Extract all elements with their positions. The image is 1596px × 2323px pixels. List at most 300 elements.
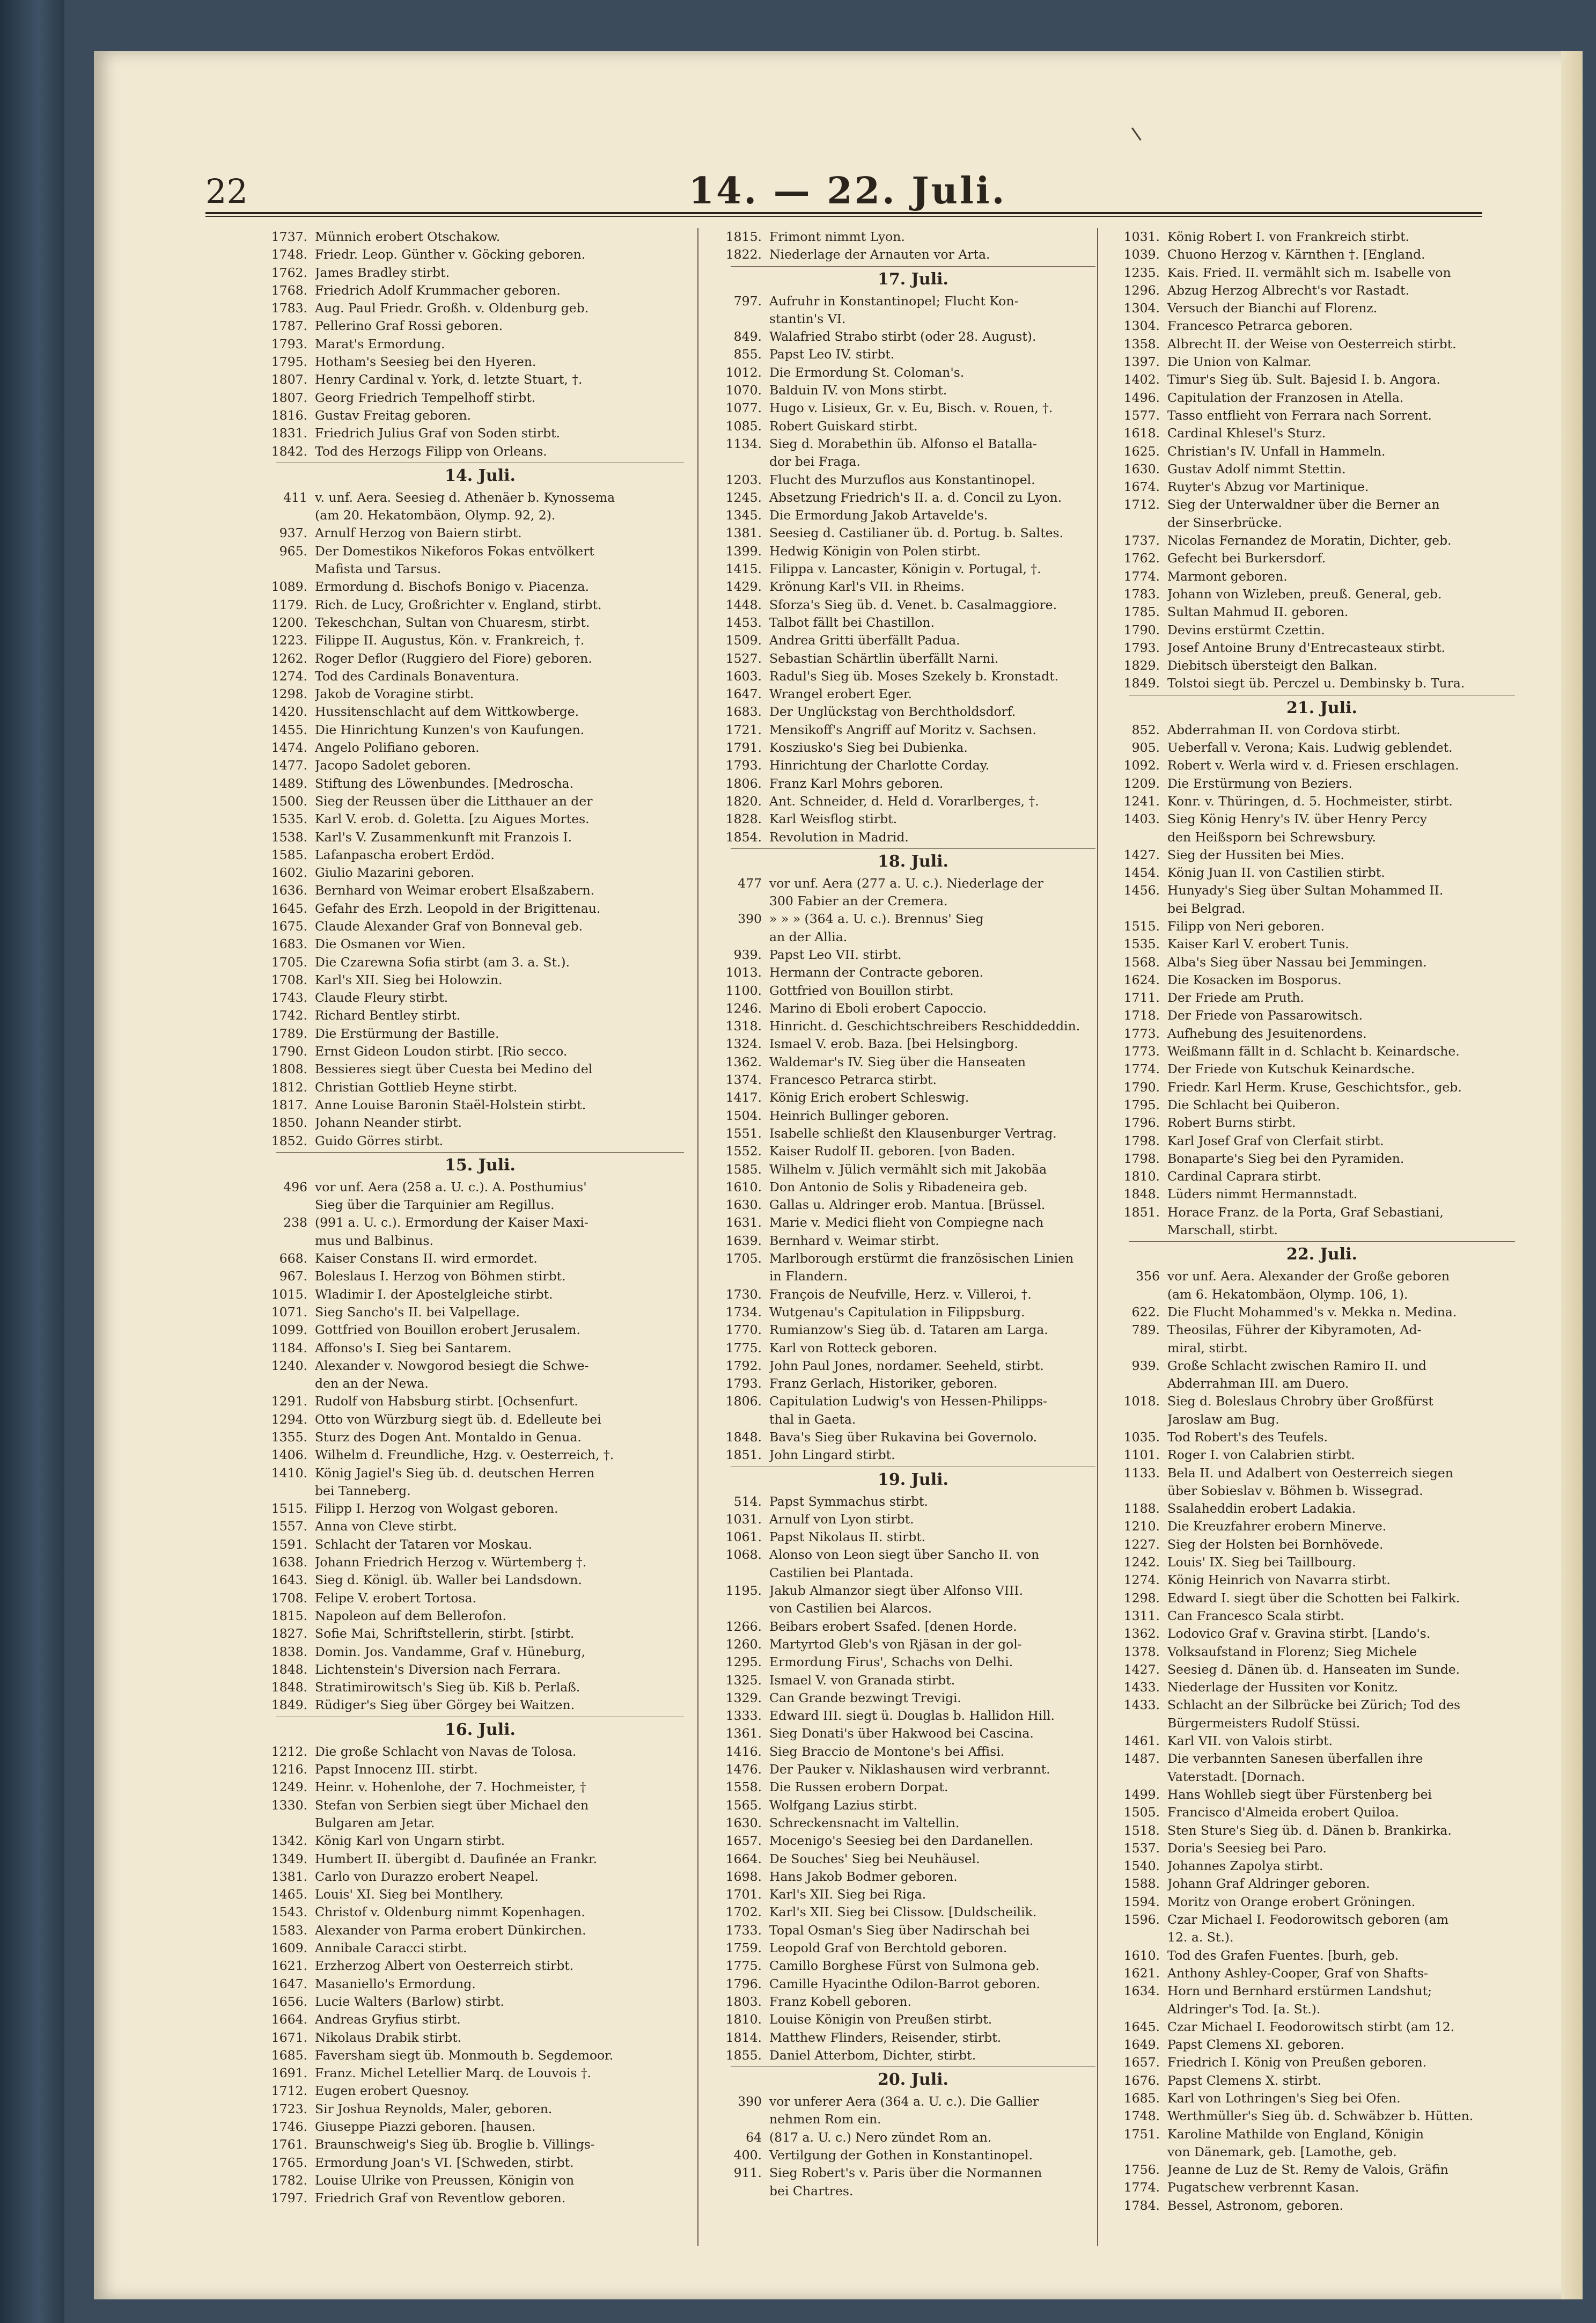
entry-year: 1783. [271,301,307,316]
list-item [1107,721,1515,739]
entry-year: 1260. [725,1636,762,1652]
list-item [709,1493,1095,1511]
entry-year: 1730. [725,1286,762,1302]
entry-text: Talbot fällt bei Chastillon. [769,614,935,630]
entry-year: 1291. [271,1394,307,1409]
entry-year: 1737. [1123,533,1160,548]
list-item [709,1546,1095,1564]
list-item [1107,1643,1515,1661]
entry-text: Hunyady's Sieg über Sultan Mohammed II. [1167,883,1444,898]
entry-year: 1415. [725,561,762,577]
list-item [709,1689,1095,1707]
list-item [255,2047,684,2064]
entry-text: Ant. Schneider, d. Held d. Vorarlberges, †. [769,793,1039,809]
entry-text: Waldemar's IV. Sieg über die Hanseaten [769,1054,1026,1069]
entry-text: Pugatschew verbrennt Kasan. [1167,2180,1359,2195]
list-item [1107,1007,1515,1024]
list-item [1107,793,1515,810]
entry-text: Bulgaren am Jetar. [315,1815,435,1830]
entry-text: Ermordung Firus', Schachs von Delhi. [769,1654,1013,1670]
entry-text: Sieg d. Boleslaus Chrobry über Großfürst [1167,1394,1433,1409]
entry-year: 1558. [725,1779,762,1795]
entry-year: 1068. [725,1547,762,1563]
entry-text: Werthmüller's Sieg üb. d. Schwäbzer b. Hütten. [1167,2108,1474,2124]
list-item [255,1975,684,1993]
entry-year [255,507,315,524]
list-item [709,543,1095,560]
entry-year: 1240. [271,1358,307,1373]
list-item [709,1017,1095,1035]
entry-year: 1583. [271,1922,307,1938]
list-item [255,560,684,578]
list-item [255,578,684,596]
entry-text: Papst Nikolaus II. stirbt. [769,1529,926,1545]
entry-text: Papst Innocenz III. stirbt. [315,1762,478,1777]
header-rule [205,212,1482,214]
entry-text: Anne Louise Baronin Staël-Holstein stirbt. [315,1097,586,1112]
entry-year: 1427. [1123,1661,1160,1677]
entry-text: Marlborough erstürmt die französischen Linien [769,1251,1074,1266]
entry-text: Schreckensnacht im Valtellin. [769,1815,960,1830]
entry-text: Abderrahman III. am Duero. [1167,1376,1349,1391]
list-item [255,900,684,918]
entry-text: mus und Balbinus. [315,1233,433,1248]
list-item [1107,1857,1515,1875]
entry-text: Johann Graf Aldringer geboren. [1167,1876,1370,1892]
entry-text: Claude Alexander Graf von Bonneval geb. [315,918,583,934]
entry-text: Arnulf Herzog von Baiern stirbt. [315,525,522,541]
entry-year: 1783. [1123,586,1160,602]
entry-text: Wilhelm v. Jülich vermählt sich mit Jakobäa [769,1161,1047,1177]
entry-text: Capitulation der Franzosen in Atella. [1167,390,1404,405]
list-item [709,2129,1095,2146]
entry-text: Roger I. von Calabrien stirbt. [1167,1447,1355,1463]
entry-text: Karoline Mathilde von England, Königin [1167,2126,1424,2142]
entry-year: 1851. [1123,1204,1160,1220]
entry-year: 1535. [271,811,307,827]
entry-text: Der Unglückstag von Berchtholdsdorf. [769,704,1016,720]
list-item [709,1089,1095,1106]
entry-text: (817 a. U. c.) Nero zündet Rom an. [769,2129,992,2145]
entry-text: Wrangel erobert Eger. [769,686,913,702]
list-item [1107,478,1515,496]
entry-text: Cardinal Caprara stirbt. [1167,1169,1322,1184]
entry-text: Braunschweig's Sieg üb. Broglie b. Villings- [315,2137,595,2152]
entry-year: 1378. [1123,1644,1160,1659]
entry-text: Josef Antoine Bruny d'Entrecasteaux stirbt. [1167,640,1445,655]
entry-year: 1638. [271,1555,307,1570]
list-item [255,1957,684,1975]
entry-text: Anna von Cleve stirbt. [315,1519,458,1534]
entry-text: Domin. Jos. Vandamme, Graf v. Hüneburg, [315,1644,586,1659]
entry-year: 1785. [1123,604,1160,620]
entry-year: 1798. [1123,1150,1160,1166]
list-item [709,632,1095,649]
entry-year: 1203. [725,472,762,487]
entry-text: über Sobieslav v. Böhmen b. Wissegrad. [1167,1483,1423,1498]
entry-text: Vaterstadt. [Dornach. [1167,1769,1305,1784]
entry-text: Czar Michael I. Feodorowitsch stirbt (am 12. [1167,2019,1455,2034]
section-heading: 20. Juli. [731,2066,1095,2091]
entry-year: 1296. [1123,282,1160,298]
entry-text: Friedr. Karl Herm. Kruse, Geschichtsfor., geb. [1167,1079,1462,1095]
entry-text: Große Schlacht zwischen Ramiro II. und [1167,1358,1426,1373]
list-item [255,443,684,460]
list-item [255,971,684,989]
entry-year: 1737. [271,229,307,244]
entry-text: Wutgenau's Capitulation in Filippsburg. [769,1304,1025,1320]
list-item [255,1196,684,1214]
entry-year: 1433. [1123,1697,1160,1713]
list-item [1107,2072,1515,2090]
list-item [255,1232,684,1250]
entry-year: 1790. [1123,622,1160,637]
entry-text: Christian's IV. Unfall in Hammeln. [1167,443,1386,459]
entry-text: Hans Jakob Bodmer geboren. [769,1868,958,1884]
list-item [255,596,684,614]
list-item [709,1250,1095,1267]
entry-text: Mensikoff's Angriff auf Moritz v. Sachsen. [769,722,1036,737]
entry-year: 1527. [725,650,762,666]
list-item [709,1357,1095,1375]
entry-year: 1433. [1123,1680,1160,1695]
entry-text: James Bradley stirbt. [315,265,450,280]
entry-year: 1403. [1123,811,1160,827]
entry-text: Die Kosacken im Bosporus. [1167,972,1342,987]
entry-year: 1812. [271,1079,307,1095]
entry-list [709,875,1095,1464]
entry-year: 1184. [271,1340,307,1355]
list-item [1107,1267,1515,1285]
entry-text: Die Kreuzfahrer erobern Minerve. [1167,1519,1387,1534]
entry-year: 1134. [725,436,762,451]
list-item [1107,246,1515,263]
entry-year: 1733. [725,1922,762,1938]
entry-text: Tod des Herzogs Filipp von Orleans. [315,443,547,459]
list-item [255,2064,684,2082]
entry-year: 1742. [271,1008,307,1023]
list-item [1107,2179,1515,2196]
entry-text: Jakob de Voragine stirbt. [315,686,474,702]
list-item [255,1060,684,1078]
list-item [1107,935,1515,953]
entry-year: 1630. [1123,461,1160,477]
entry-text: Kaiser Rudolf II. geboren. [von Baden. [769,1144,1016,1159]
list-item [1107,1079,1515,1096]
list-item [709,292,1095,310]
entry-text: Niederlage der Arnauten vor Arta. [769,247,990,262]
list-item [1107,1303,1515,1321]
entry-text: Der Domestikos Nikeforos Fokas entvölkert [315,543,594,559]
entry-year: 1748. [1123,2108,1160,2124]
column-divider [697,228,698,2246]
entry-year: 1838. [271,1644,307,1659]
entry-text: vor unferer Aera (364 a. U. c.). Die Gallier [769,2094,1039,2109]
entry-year: 1848. [271,1661,307,1677]
list-item [1107,282,1515,299]
entry-text: Johann Neander stirbt. [315,1115,462,1131]
entry-text: Diebitsch übersteigt den Balkan. [1167,658,1378,673]
entry-year: 1515. [271,1501,307,1516]
entry-year: 1499. [1123,1786,1160,1802]
list-item [1107,1518,1515,1535]
entry-text: Marschall, stirbt. [1167,1222,1278,1238]
entry-year: 1790. [271,1044,307,1059]
entry-year: 1200. [271,614,307,630]
list-item [709,1000,1095,1017]
entry-text: Der Pauker v. Niklashausen wird verbrannt. [769,1762,1050,1777]
list-item [255,1079,684,1096]
entry-text: Sultan Mahmud II. geboren. [1167,604,1349,620]
list-item [1107,1679,1515,1696]
entry-year: 1358. [1123,336,1160,351]
entry-text: Konr. v. Thüringen, d. 5. Hochmeister, stirbt. [1167,793,1453,809]
list-item [255,1643,684,1661]
entry-year: 1304. [1123,301,1160,316]
entry-text: Die Hinrichtung Kunzen's von Kaufungen. [315,722,585,737]
entry-year: 1487. [1123,1751,1160,1767]
entry-year: 1374. [725,1072,762,1088]
entry-year [1107,1375,1167,1393]
list-item [709,1600,1095,1617]
entry-text: Kaiser Constans II. wird ermordet. [315,1251,538,1266]
entry-text: vor unf. Aera. Alexander der Große geboren [1167,1269,1450,1284]
entry-year [709,928,769,946]
list-item [255,685,684,703]
entry-year [709,1267,769,1285]
entry-text: Lucie Walters (Barlow) stirbt. [315,1994,504,2009]
list-item [255,1339,684,1357]
entry-year: 1691. [271,2065,307,2081]
list-item [255,424,684,442]
entry-year: 1179. [271,597,307,612]
list-item [709,1653,1095,1671]
list-item [1107,2018,1515,2036]
entry-text: Papst Leo VII. stirbt. [769,947,902,962]
entry-year: 1318. [725,1018,762,1034]
entry-text: Sieg über die Tarquinier am Regillus. [315,1197,555,1213]
entry-text: Edward III. siegt ü. Douglas b. Hallidon Hill. [769,1708,1055,1724]
list-item [709,1707,1095,1725]
entry-text: Gustav Adolf nimmt Stettin. [1167,461,1346,477]
entry-year: 1018. [1123,1394,1160,1409]
list-item [709,721,1095,739]
entry-year: 1596. [1123,1912,1160,1928]
entry-text: Don Antonio de Solis y Ribadeneira geb. [769,1179,1028,1195]
list-item [255,1286,684,1303]
entry-text: Aufhebung des Jesuitenordens. [1167,1025,1367,1041]
entry-text: Sieg d. Morabethin üb. Alfonso el Batalla- [769,436,1037,451]
entry-year: 1594. [1123,1894,1160,1909]
list-item [255,1464,684,1482]
list-item [1107,1446,1515,1464]
entry-text: Der Friede am Pruth. [1167,990,1304,1006]
list-item [255,1250,684,1267]
list-item [255,1214,684,1232]
list-item [255,1357,684,1375]
entry-year: 1820. [725,793,762,809]
entry-year: 1630. [725,1815,762,1830]
list-item [255,918,684,935]
entry-text: Sieg der Holsten bei Bornhövede. [1167,1536,1384,1552]
list-item [709,435,1095,453]
entry-year: 1070. [725,383,762,398]
entry-year: 1775. [725,1958,762,1974]
entry-year: 1647. [725,686,762,702]
list-item [1107,1150,1515,1168]
list-item [1107,1286,1515,1303]
entry-text: Heinrich Bullinger geboren. [769,1108,950,1123]
entry-year: 1298. [1123,1590,1160,1606]
list-item [255,543,684,560]
entry-year: 1266. [725,1618,762,1634]
entry-text: Alexander v. Nowgorod besiegt die Schwe- [315,1358,589,1373]
entry-year: 1793. [725,1376,762,1391]
entry-year: 1330. [271,1797,307,1813]
entry-year: 1246. [725,1000,762,1016]
section-heading: 16. Juli. [276,1717,684,1741]
list-item [1107,2143,1515,2161]
entry-year: 1787. [271,318,307,334]
entry-text: Edward I. siegt über die Schotten bei Falkirk. [1167,1590,1460,1606]
entry-year: 1505. [1123,1805,1160,1820]
list-item [1107,1428,1515,1446]
entry-year: 1603. [725,668,762,684]
entry-text: Gustav Freitag geboren. [315,407,471,423]
entry-year: 1099. [271,1322,307,1338]
entry-text: Camillo Borghese Fürst von Sulmona geb. [769,1958,1040,1974]
list-item [709,1903,1095,1921]
list-item [1107,1714,1515,1732]
entry-year: 1551. [725,1125,762,1141]
list-item [255,632,684,649]
entry-text: Sieg Robert's v. Paris über die Normannen [769,2165,1042,2181]
entry-text: » » » (364 a. U. c.). Brennus' Sieg [769,911,984,927]
entry-text: bei Tanneberg. [315,1483,411,1498]
entry-year: 1822. [725,247,762,262]
list-item [709,246,1095,263]
entry-text: Napoleon auf dem Bellerofon. [315,1608,506,1623]
entry-text: Karl's XII. Sieg bei Clissow. [Duldscheilik. [769,1904,1037,1920]
entry-text: Claude Fleury stirbt. [315,990,448,1006]
entry-text: Bernhard v. Weimar stirbt. [769,1233,939,1248]
entry-text: 300 Fabier an der Cremera. [769,893,948,909]
list-item [1107,657,1515,675]
entry-year: 1803. [725,1994,762,2009]
list-item [709,1528,1095,1546]
entry-year: 1241. [1123,793,1160,809]
entry-text: Tod Robert's des Teufels. [1167,1430,1328,1445]
list-item [1107,1114,1515,1132]
entry-year: 1399. [725,543,762,559]
entry-text: Martyrtod Gleb's von Rjäsan in der gol- [769,1636,1022,1652]
entry-year [1107,1411,1167,1428]
entry-text: König Erich erobert Schleswig. [769,1090,969,1105]
entry-year: 1762. [271,265,307,280]
list-item [709,650,1095,668]
entry-year: 514. [733,1493,762,1509]
list-item [1107,1607,1515,1625]
list-item [255,1778,684,1796]
entry-year: 1618. [1123,426,1160,441]
list-item [709,1993,1095,2011]
entry-year: 1565. [725,1797,762,1813]
list-item [1107,1786,1515,1804]
entry-list [255,1178,684,1714]
list-item [709,1832,1095,1850]
entry-year: 1427. [1123,847,1160,862]
list-item [709,1411,1095,1428]
entry-text: Topal Osman's Sieg über Nadirschah bei [769,1922,1030,1938]
entry-year [709,1564,769,1582]
list-item [1107,739,1515,757]
list-item [255,1043,684,1060]
list-item [255,1428,684,1446]
list-item [1107,1893,1515,1911]
entry-text: Otto von Würzburg siegt üb. d. Edelleute bei [315,1411,601,1427]
entry-year: 1789. [271,1025,307,1041]
entry-year: 1718. [1123,1008,1160,1023]
entry-text: König Juan II. von Castilien stirbt. [1167,865,1385,881]
list-item [1107,532,1515,549]
list-item [1107,2197,1515,2215]
entry-year: 1795. [1123,1097,1160,1112]
entry-year: 1624. [1123,972,1160,987]
entry-text: Giuseppe Piazzi geboren. [hausen. [315,2119,536,2134]
list-item [1107,1411,1515,1428]
list-item [255,1922,684,1939]
page-edge [1561,51,1583,2299]
entry-text: Seesieg d. Castilianer üb. d. Portug. b. Saltes. [769,525,1064,541]
entry-year: 1535. [1123,936,1160,952]
entry-text: Papst Clemens X. stirbt. [1167,2072,1321,2088]
entry-text: Humbert II. übergibt d. Daufinée an Frankr. [315,1851,598,1866]
list-item [709,578,1095,596]
list-item [709,2011,1095,2028]
entry-text: vor unf. Aera (258 a. U. c.). A. Posthumius' [315,1179,587,1195]
entry-year: 1013. [725,965,762,980]
entry-year: 1775. [725,1340,762,1355]
list-item [1107,810,1515,828]
list-item [1107,549,1515,567]
entry-year: 1711. [1123,990,1160,1006]
entry-year: 477 [738,875,762,891]
entry-year [709,1600,769,1617]
entry-year: 1591. [271,1536,307,1552]
entry-year: 400. [733,2147,762,2163]
list-item [709,1107,1095,1125]
entry-year: 1453. [725,614,762,630]
entry-year: 668. [279,1251,307,1266]
entry-text: Friedrich Adolf Krummacher geboren. [315,282,561,298]
entry-text: Johannes Zapolya stirbt. [1167,1858,1323,1874]
entry-year: 1212. [271,1743,307,1759]
entry-text: Karl V. erob. d. Goletta. [zu Aigues Mortes. [315,811,590,827]
entry-text: Die Osmanen vor Wien. [315,936,466,952]
entry-year: 1209. [1123,775,1160,791]
list-item [709,1071,1095,1089]
entry-year: 939. [1131,1358,1160,1373]
entry-text: Aufruhr in Konstantinopel; Flucht Kon- [769,293,1019,309]
entry-text: Der Friede von Passarowitsch. [1167,1008,1363,1023]
list-item [709,1321,1095,1339]
entry-text: Filipp von Neri geboren. [1167,918,1325,934]
list-item [709,1142,1095,1160]
list-item [709,364,1095,382]
list-item [1107,1929,1515,1946]
entry-text: Tod des Grafen Fuentes. [burh, geb. [1167,1947,1399,1963]
entry-year: 1639. [725,1233,762,1248]
